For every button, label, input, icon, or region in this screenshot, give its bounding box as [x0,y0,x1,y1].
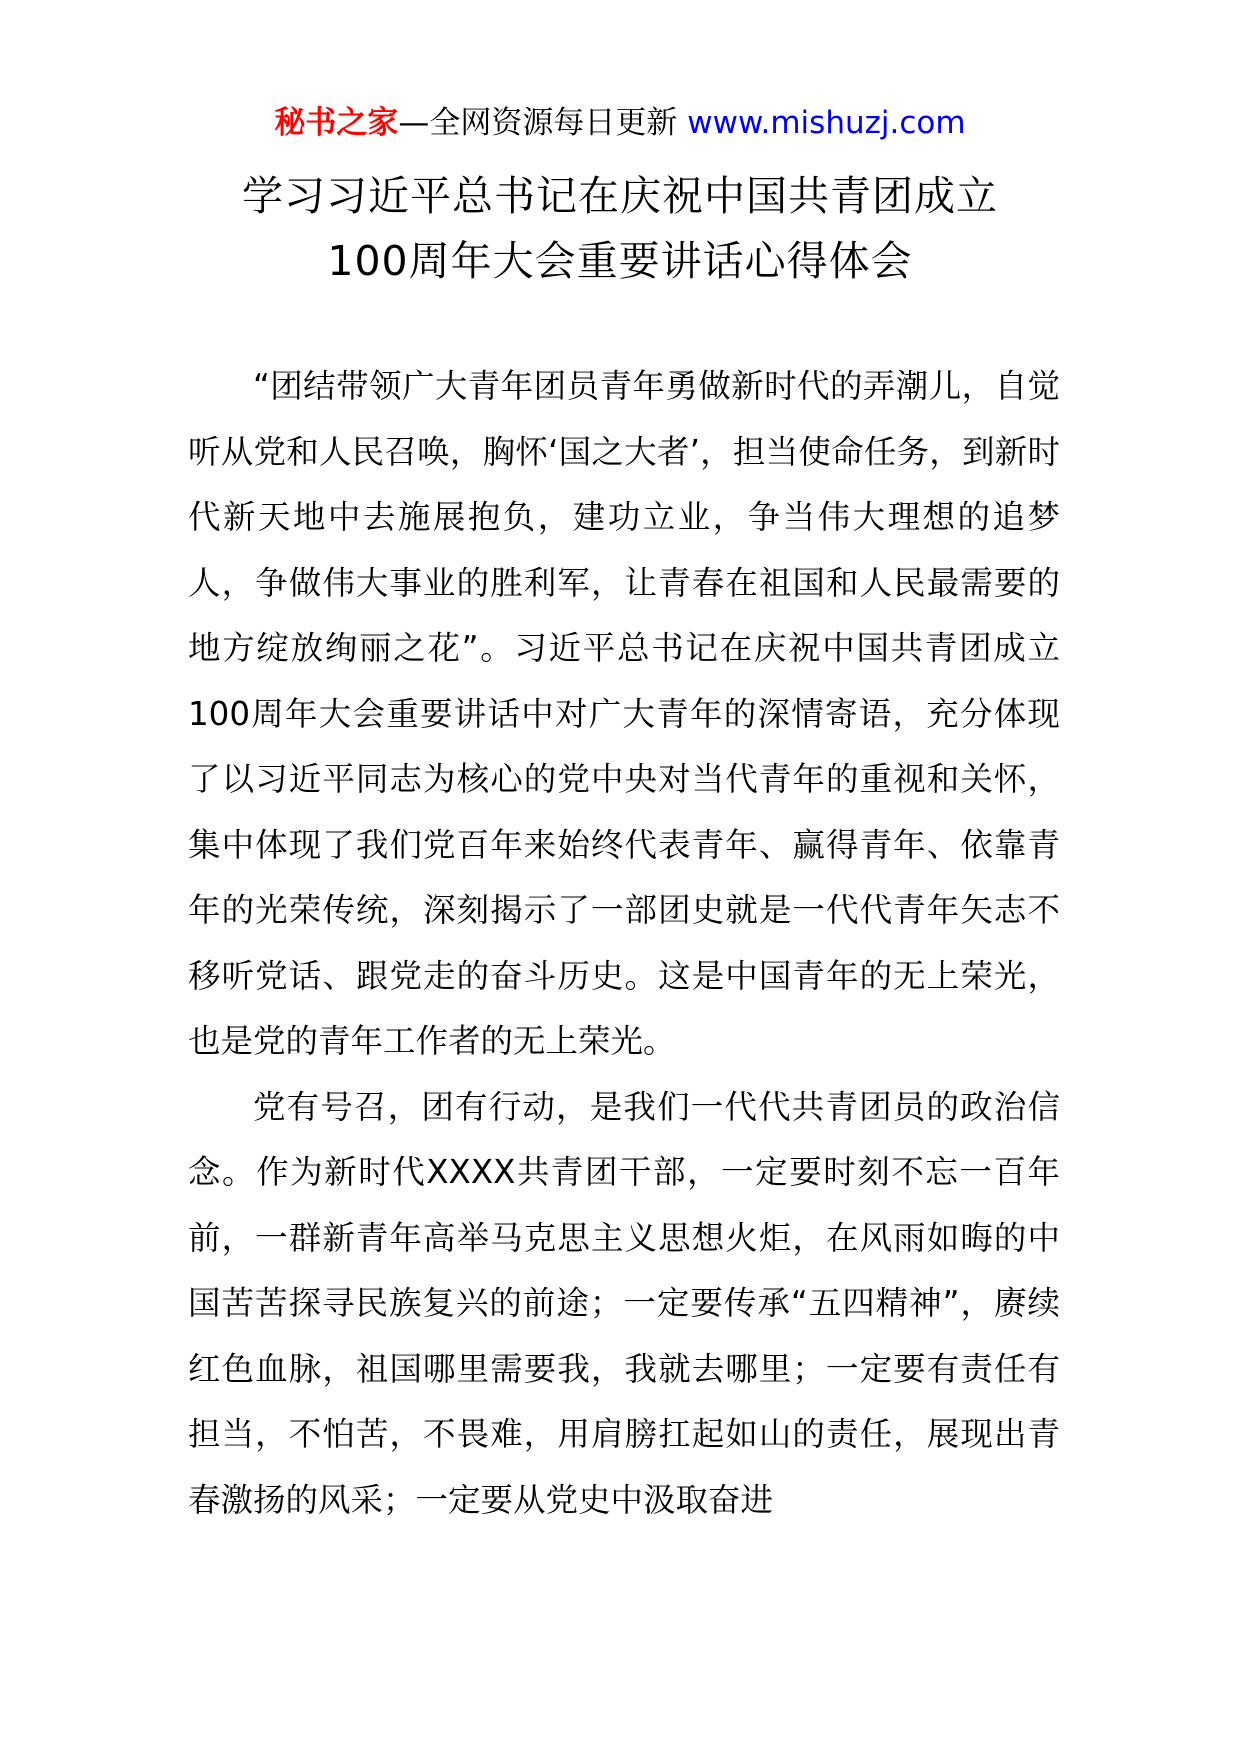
site-link[interactable]: www.mishuzj.com [687,105,966,141]
title-line-2: 100周年大会重要讲话心得体会 [327,237,913,285]
brand-name: 秘书之家 [274,105,399,141]
document-body [188,354,1060,1533]
header-slogan: —全网资源每日更新 [398,105,678,141]
document-title [100,164,1140,294]
paragraph: “团结带领广大青年团员青年勇做新时代的弄潮儿，自觉听从党和人民召唤，胸怀‘国之大者’，担当使命任务，到新时代新天地中去施展抱负，建功立业，争当伟大理想的追梦人，争做伟大事业的胜利军，让青春在祖国和人民最需要的地方绽放绚丽之花”。习近平总书记在庆祝中国共青团成立100周年大会重要讲话中对广大青年的深情寄语，充分体现了以习近平同志为核心的党中央对当代青年的重视和关怀，集中体现了我们党百年来始终代表青年、赢得青年、依靠青年的光荣传统，深刻揭示了一部团史就是一代代青年矢志不移听党话、跟党走的奋斗历史。这是中国青年的无上荣光，也是党的青年工作者的无上荣光。 [188,367,1060,1060]
title-line-1: 学习习近平总书记在庆祝中国共青团成立 [242,172,998,220]
source-header [0,100,1240,146]
paragraph: 党有号召，团有行动，是我们一代代共青团员的政治信念。作为新时代XXXX共青团干部，一定要时刻不忘一百年前，一群新青年高举马克思主义思想火炬，在风雨如晦的中国苦苦探寻民族复兴的前途；一定要传承“五四精神”，赓续红色血脉，祖国哪里需要我，我就去哪里；一定要有责任有担当，不怕苦，不畏难，用肩膀扛起如山的责任，展现出青春激扬的风采；一定要从党史中汲取奋进 [188,1087,1060,1519]
